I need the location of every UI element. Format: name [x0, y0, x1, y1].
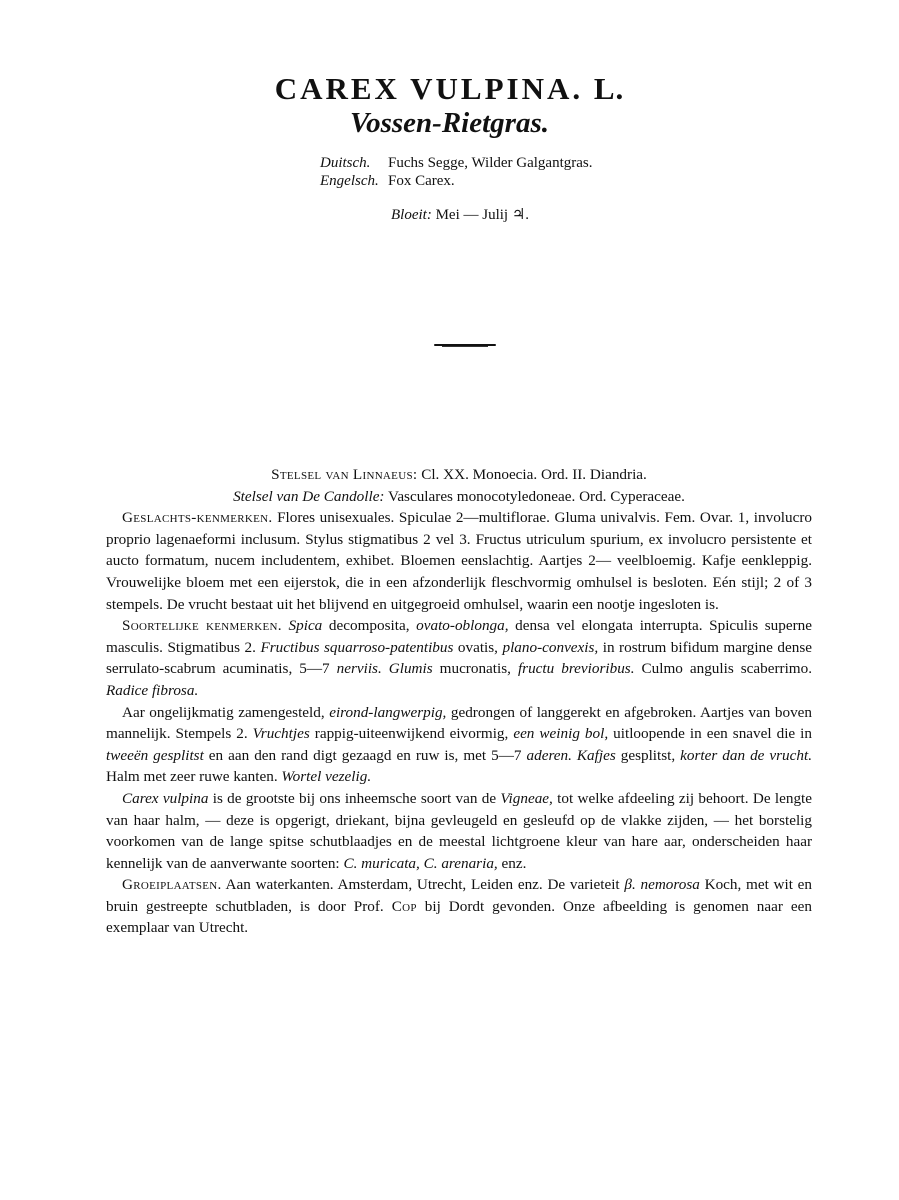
habitat-fragment: Aan waterkanten. Amsterdam, Utrecht, Leiden enz. De varieteit — [221, 876, 625, 894]
vernacular-english — [320, 172, 593, 190]
linnaeus-system — [106, 464, 812, 486]
latin-fragment: mucronatis, — [432, 660, 518, 678]
remark-fragment: Carex vulpina — [122, 789, 209, 807]
dutch-fragment: aderen. Kafjes — [526, 746, 616, 764]
remark-fragment: C. muricata, C. arenaria, — [343, 854, 498, 872]
latin-fragment: plano-convexis, — [502, 638, 599, 656]
habitat-fragment: bij Dordt gevonden. Onze afbeelding is genomen naar een exemplaar van Utrecht. — [106, 897, 812, 937]
remark-fragment: enz. — [497, 854, 527, 872]
latin-fragment: Fructibus squarroso-patentibus — [260, 638, 454, 656]
habitat-fragment: β. nemorosa — [624, 876, 700, 894]
latin-fragment: ovato-oblonga, — [416, 617, 509, 635]
linnaeus-label: Stelsel van Linnaeus: — [271, 466, 418, 483]
ornamental-divider — [434, 344, 496, 346]
flowering-label: Bloeit: — [391, 207, 432, 223]
decandolle-value: Vasculares monocotyledoneae. Ord. Cyperaceae. — [388, 487, 685, 505]
remark-fragment: is de grootste bij ons inheemsche soort van de — [208, 789, 501, 807]
latin-fragment: nerviis. Glumis — [336, 660, 433, 678]
dutch-fragment: een weinig bol, — [513, 725, 609, 743]
decandolle-system — [106, 486, 812, 508]
latin-fragment: densa vel elongata interrupta. Spiculis superne masculis. Stigmatibus 2. — [106, 617, 812, 656]
vernacular-german — [320, 154, 593, 172]
vernacular-names — [320, 154, 593, 190]
genus-label: Geslachts-kenmerken. — [122, 509, 273, 527]
remark-fragment: Vigneae, — [500, 789, 553, 807]
flowering-value: Mei — Julij ♃. — [435, 207, 530, 223]
dutch-fragment: korter dan de vrucht. — [680, 746, 812, 764]
dutch-fragment: Aar ongelijkmatig zamengesteld, — [122, 703, 330, 721]
genus-text: Flores unisexuales. Spiculae 2—multiflorae. Gluma univalvis. Fem. Ovar. 1, involucro proprio lagenaeformi inclusum. Stylus stigmatibus 2 vel 3. Fructus utriculum spurium, ex involucro persistente et aucto formatum, nucem includentem, exhibet. Bloemen eenslachtig. Aartjes 2— veelbloemig. Kafje eenkleppig. Vrouwelijke bloem met een eijerstok, die in een afzonderlijk fleschvormig omhulsel is besloten. Eén stijl; 2 of 3 stempels. De vrucht bestaat uit het blijvend en uitgegroeid omhulsel, waarin een nootje ingesloten is. — [106, 509, 812, 613]
latin-fragment: fructu brevioribus. — [517, 660, 635, 678]
dutch-fragment: gedrongen of langgerekt en afgebroken. Aartjes van boven mannelijk. Stempels 2. — [106, 703, 812, 743]
latin-fragment: in rostrum bifidum margine dense serrulato-scabrum acuminatis, 5—7 — [106, 638, 812, 678]
description-body — [106, 464, 812, 939]
dutch-fragment: en aan den rand digt gezaagd en ruw is, met 5—7 — [203, 746, 527, 764]
species-author: L. — [593, 71, 625, 106]
dutch-fragment: eirond-langwerpig, — [329, 703, 447, 721]
remark-fragment: tot welke afdeeling zij behoort. De lengte van haar halm, — deze is opgerigt, driekant, bijna gevleugeld en gesleufd op de vlakke zijden, — het borstelig voorkomen van de lange spitse schutblaadjes en de meestal lichtgroene kleur van hare aar, onderscheiden haar kennelijk van de aanverwante soorten: — [106, 789, 812, 872]
dutch-fragment: tweeën gesplitst — [106, 746, 204, 764]
dutch-description — [106, 702, 812, 788]
dutch-fragment: uitloopende in een snavel die in — [608, 725, 812, 743]
species-remark — [106, 788, 812, 874]
habitat-fragment: Koch, met wit en bruin gestreepte schutbladen, is door Prof. — [106, 876, 813, 915]
decandolle-label: Stelsel van De Candolle: — [233, 487, 385, 505]
species-name: CAREX VULPINA. — [274, 71, 584, 106]
dutch-fragment: gesplitst, — [615, 746, 681, 764]
habitat-fragment: Cop — [391, 897, 417, 915]
latin-fragment: Spica — [288, 617, 323, 635]
name-english: Fox Carex. — [388, 173, 455, 189]
latin-fragment: ovatis, — [453, 638, 503, 656]
latin-fragment: Radice fibrosa. — [106, 681, 199, 699]
genus-characteristics — [106, 507, 812, 615]
linnaeus-value: Cl. XX. Monoecia. Ord. II. Diandria. — [421, 466, 647, 483]
common-name: Vossen-Rietgras. — [349, 107, 549, 139]
name-german: Fuchs Segge, Wilder Galgantgras. — [388, 155, 593, 171]
flowering-period — [391, 206, 529, 224]
lang-label-english: Engelsch. — [320, 173, 379, 189]
species-char-label: Soortelijke kenmerken. — [122, 617, 282, 635]
habitat — [106, 874, 812, 939]
dutch-fragment: rappig-uiteenwijkend eivormig, — [309, 725, 514, 743]
latin-fragment: decomposita, — [322, 617, 417, 635]
dutch-fragment: Wortel vezelig. — [281, 768, 372, 786]
species-characteristics — [106, 615, 812, 701]
lang-label-german: Duitsch. — [320, 155, 371, 171]
habitat-label: Groeiplaatsen. — [122, 876, 222, 894]
latin-fragment: Culmo angulis scaberrimo. — [634, 660, 813, 678]
species-title — [0, 72, 899, 106]
dutch-fragment: Vruchtjes — [252, 725, 310, 743]
dutch-fragment: Halm met zeer ruwe kanten. — [106, 768, 282, 786]
